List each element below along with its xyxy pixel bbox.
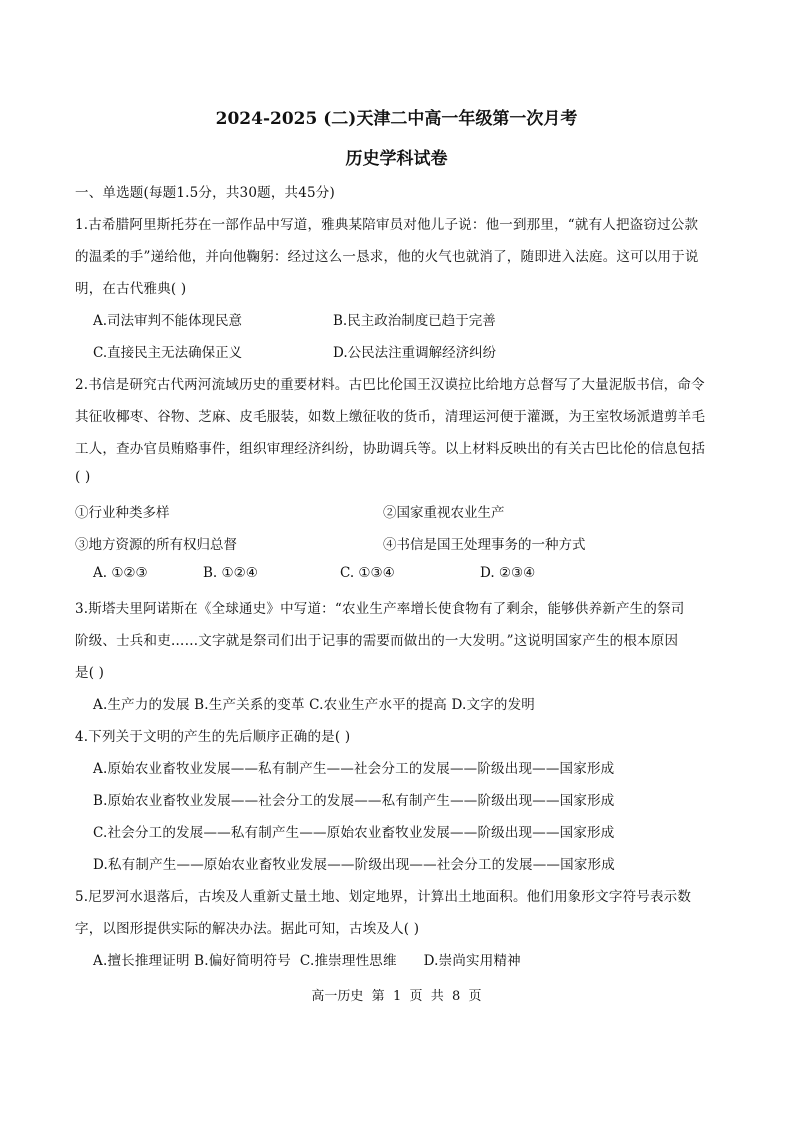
q3-line-1: 3.斯塔夫里阿诺斯在《全球通史》中写道：“农业生产率增长使食物有了剩余，能够供养新产生的祭司 xyxy=(75,601,685,617)
q5-options: A.擅长推理证明 B.偏好简明符号 C.推崇理性思维 D.崇尚实用精神 xyxy=(93,953,521,969)
q1-option-b: B.民主政治制度已趋于完善 xyxy=(333,313,496,329)
exam-subtitle: 历史学科试卷 xyxy=(345,149,448,169)
q2-option-c: C. ①③④ xyxy=(340,565,395,581)
q1-option-c: C.直接民主无法确保正义 xyxy=(93,345,243,361)
q1-line-2: 的温柔的手”递给他，并向他鞠躬：经过这么一恳求，他的火气也就消了，随即进入法庭。这可以用于说 xyxy=(75,249,699,265)
q1-line-3: 明，在古代雅典( ) xyxy=(75,281,187,297)
q2-line-1: 2.书信是研究古代两河流域历史的重要材料。古巴比伦国王汉谟拉比给地方总督写了大量泥版书信，命令 xyxy=(75,377,705,393)
q2-line-4: ( ) xyxy=(75,469,91,485)
q3-line-3: 是( ) xyxy=(75,665,105,681)
q3-options: A.生产力的发展 B.生产关系的变革 C.农业生产水平的提高 D.文字的发明 xyxy=(93,697,535,713)
section-heading: 一、单选题(每题1.5分，共30题，共45分) xyxy=(75,185,335,201)
q3-line-2: 阶级、士兵和吏……文字就是祭司们出于记事的需要而做出的一大发明。”这说明国家产生的根本原因 xyxy=(75,633,679,649)
q2-option-a: A. ①②③ xyxy=(93,565,148,581)
q4-option-a: A.原始农业畜牧业发展——私有制产生——社会分工的发展——阶级出现——国家形成 xyxy=(93,761,615,777)
q5-line-1: 5.尼罗河水退落后，古埃及人重新丈量土地、划定地界，计算出土地面积。他们用象形文字符号表示数 xyxy=(75,889,692,905)
q2-statement-2: ②国家重视农业生产 xyxy=(383,505,505,521)
q1-line-1: 1.古希腊阿里斯托芬在一部作品中写道，雅典某陪审员对他儿子说：他一到那里，“就有人把盗窃过公款 xyxy=(75,217,699,233)
q2-statement-3: ③地方资源的所有权归总督 xyxy=(75,537,237,553)
q4-option-c: C.社会分工的发展——私有制产生——原始农业畜牧业发展——阶级出现——国家形成 xyxy=(93,825,615,841)
q2-line-2: 其征收椰枣、谷物、芝麻、皮毛服装，如数上缴征收的货币，清理运河便于灌溉，为王室牧场派遣剪羊毛 xyxy=(75,409,706,425)
q5-line-2: 字，以图形提供实际的解决办法。据此可知，古埃及人( ) xyxy=(75,921,420,937)
q2-option-d: D. ②③④ xyxy=(480,565,536,581)
q1-option-a: A.司法审判不能体现民意 xyxy=(93,313,243,329)
q4-option-d: D.私有制产生——原始农业畜牧业发展——阶级出现——社会分工的发展——国家形成 xyxy=(93,857,615,873)
q4-option-b: B.原始农业畜牧业发展——社会分工的发展——私有制产生——阶级出现——国家形成 xyxy=(93,793,615,809)
q2-statement-1: ①行业种类多样 xyxy=(75,505,170,521)
exam-title: 2024-2025 (二)天津二中高一年级第一次月考 xyxy=(215,109,578,129)
q1-option-d: D.公民法注重调解经济纠纷 xyxy=(333,345,497,361)
page-footer: 高一历史 第 1 页 共 8 页 xyxy=(311,989,482,1004)
q2-option-b: B. ①②④ xyxy=(203,565,258,581)
q4-line-1: 4.下列关于文明的产生的先后顺序正确的是( ) xyxy=(75,729,351,745)
q2-line-3: 工人，查办官员贿赂事件，组织审理经济纠纷，协助调兵等。以上材料反映出的有关古巴比伦的信息包括 xyxy=(75,441,706,457)
q2-statement-4: ④书信是国王处理事务的一种方式 xyxy=(383,537,586,553)
